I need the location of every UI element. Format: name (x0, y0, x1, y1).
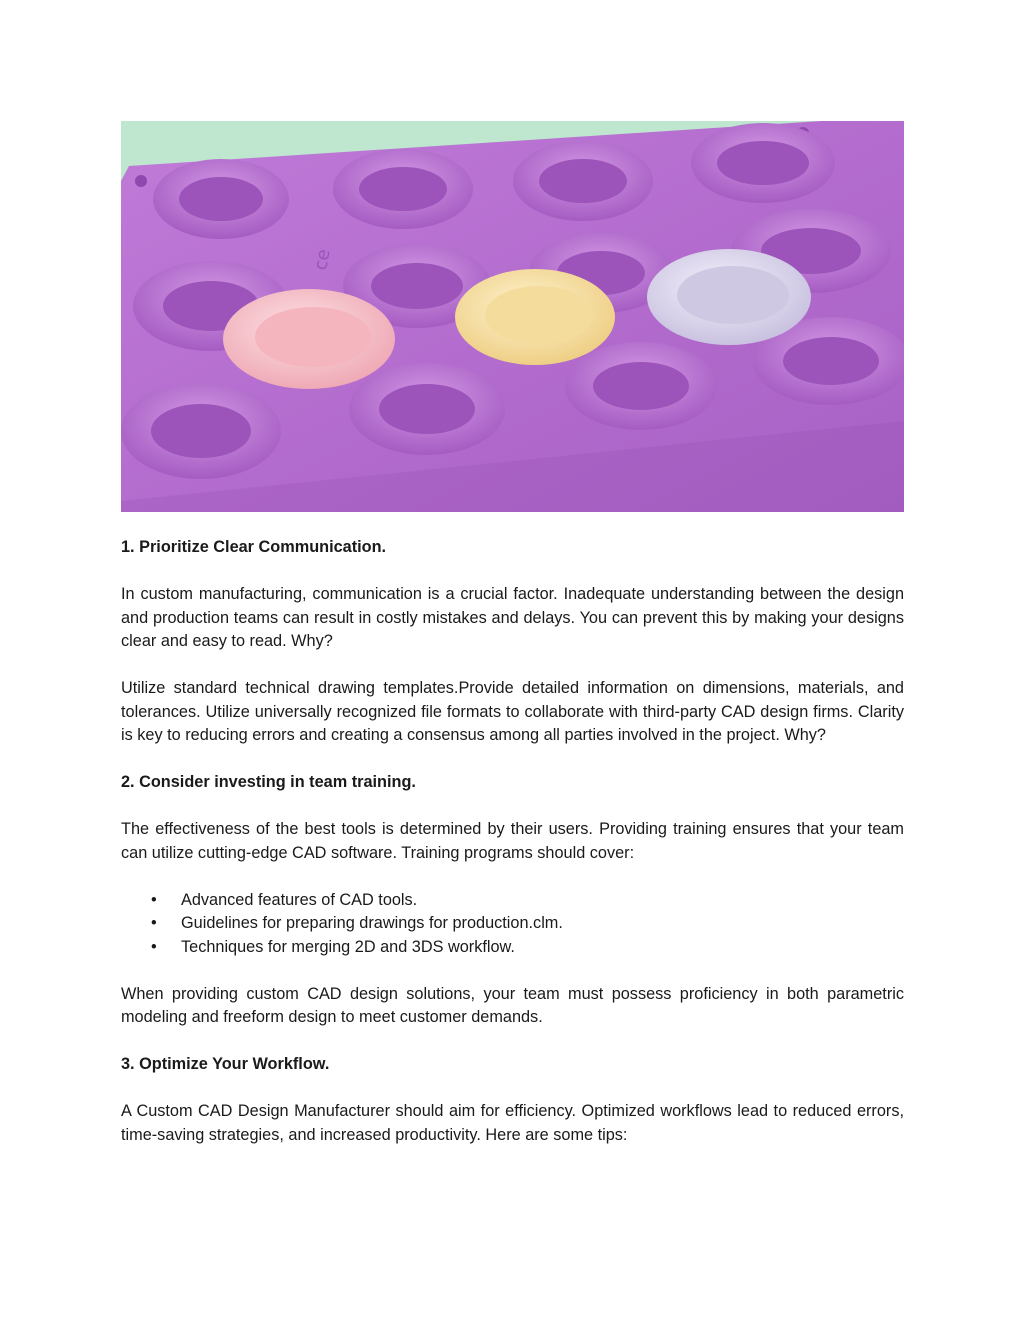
training-topics-list (121, 889, 904, 960)
section-1-heading: 1. Prioritize Clear Communication. (121, 538, 387, 556)
list-item-text: Guidelines for preparing drawings for production.clm. (181, 914, 563, 932)
section-2-intro: The effectiveness of the best tools is determined by their users. Providing training ensures that your team can utilize cutting-edge CAD software. Training programs should cover: (121, 820, 904, 862)
silicone-oval-soap-mold-photo-icon (121, 121, 904, 512)
mold-photo (121, 121, 904, 512)
section-1-paragraph-2: Utilize standard technical drawing templates.Provide detailed information on dimensions, materials, and tolerances. Utilize universally recognized file formats to collaborate with third-party CAD design firms. Clarity is key to reducing errors and creating a consensus among all parties involved in the project. Why? (121, 679, 904, 744)
section-1-paragraph-1: In custom manufacturing, communication is a crucial factor. Inadequate understanding between the design and production teams can result in costly mistakes and delays. You can prevent this by making your designs clear and easy to read. Why? (121, 585, 904, 650)
section-3-paragraph-1: A Custom CAD Design Manufacturer should aim for efficiency. Optimized workflows lead to reduced errors, time-saving strategies, and increased productivity. Here are some tips: (121, 1102, 904, 1144)
bullet-icon: • (151, 937, 157, 956)
list-item-text: Techniques for merging 2D and 3DS workflow. (181, 937, 515, 956)
section-3-heading: 3. Optimize Your Workflow. (121, 1055, 330, 1073)
section-2-heading: 2. Consider investing in team training. (121, 773, 416, 791)
list-item (121, 889, 904, 913)
svg-text:ce: ce (310, 247, 335, 272)
document-page (121, 121, 904, 1171)
list-item-text: Advanced features of CAD tools. (181, 890, 418, 909)
bullet-icon: • (151, 890, 157, 909)
section-2-closing: When providing custom CAD design solutions, your team must possess proficiency in both parametric modeling and freeform design to meet customer demands. (121, 984, 904, 1026)
bullet-icon: • (151, 914, 157, 932)
article-body (121, 536, 904, 1147)
list-item (121, 936, 904, 960)
list-item (121, 912, 904, 936)
